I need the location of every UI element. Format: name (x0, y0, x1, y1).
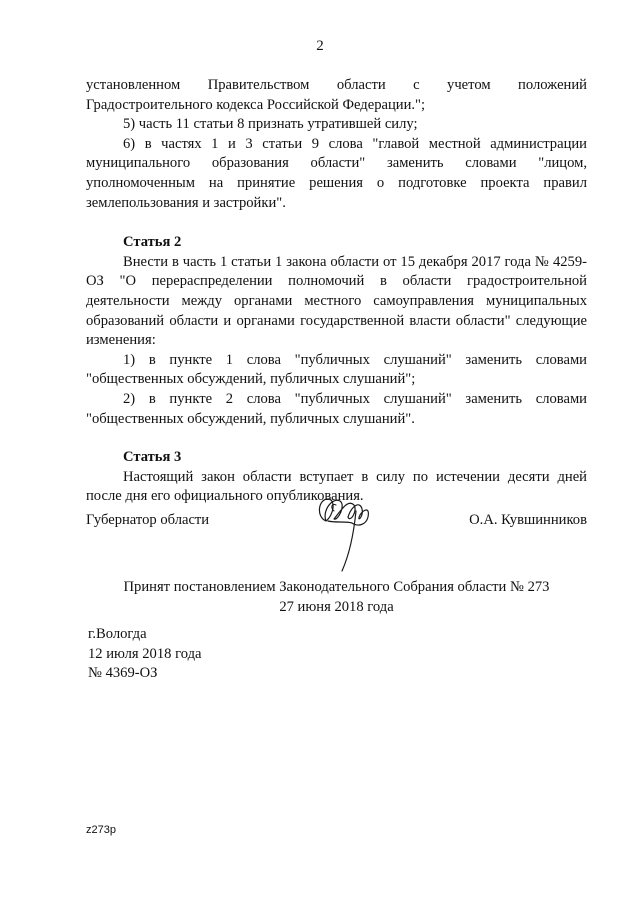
signature-row (86, 505, 587, 585)
article3-heading: Статья 3 (123, 449, 182, 466)
place-date-block (88, 625, 201, 684)
article1-item-5: 5) часть 11 статьи 8 признать утратившей силу; (123, 116, 418, 133)
governor-title: Губернатор области (86, 512, 210, 528)
article1-continuation-text: установленном Правительством области с учетом положений Градостроительного кодекса Российской Федерации."; (86, 77, 587, 113)
article2-heading: Статья 2 (123, 234, 182, 251)
page-number: 2 (316, 38, 324, 54)
article3-text: Настоящий закон области вступает в силу по истечении десяти дней после дня его официального опубликования. (86, 468, 587, 505)
adoption-line-1: Принят постановлением Законодательного Собрания области № 273 (123, 579, 550, 595)
adoption-line-2: 27 июня 2018 года (279, 598, 394, 615)
document-code: z273p (86, 824, 116, 836)
article2-item-1: 1) в пункте 1 слова "публичных слушаний" заменить словами "общественных обсуждений, публичных слушаний"; (86, 351, 587, 388)
signing-date: 12 июля 2018 года (88, 645, 202, 662)
adoption-note (86, 578, 587, 617)
article1-item-6: 6) в частях 1 и 3 статьи 9 слова "главой местной администрации муниципального образования области" заменить словами "лицом, уполномоченным на принятие решения о подготовке проекта правил землепользования и застройки". (86, 135, 587, 211)
article2-item-2: 2) в пункте 2 слова "публичных слушаний" заменить словами "общественных обсуждений, публичных слушаний". (86, 390, 587, 427)
governor-name: О.А. Кувшинников (469, 512, 587, 528)
law-body (86, 76, 587, 507)
law-number: № 4369-ОЗ (88, 665, 158, 682)
city: г.Вологда (88, 626, 147, 642)
article2-intro: Внести в часть 1 статьи 1 закона области от 15 декабря 2017 года № 4259-ОЗ "О перераспределении полномочий в области градостроительной деятельности между органами местного самоуправления муниципальных образований области и органами государственной власти области" следующие изменения: (86, 253, 587, 349)
handwritten-signature (312, 491, 376, 575)
